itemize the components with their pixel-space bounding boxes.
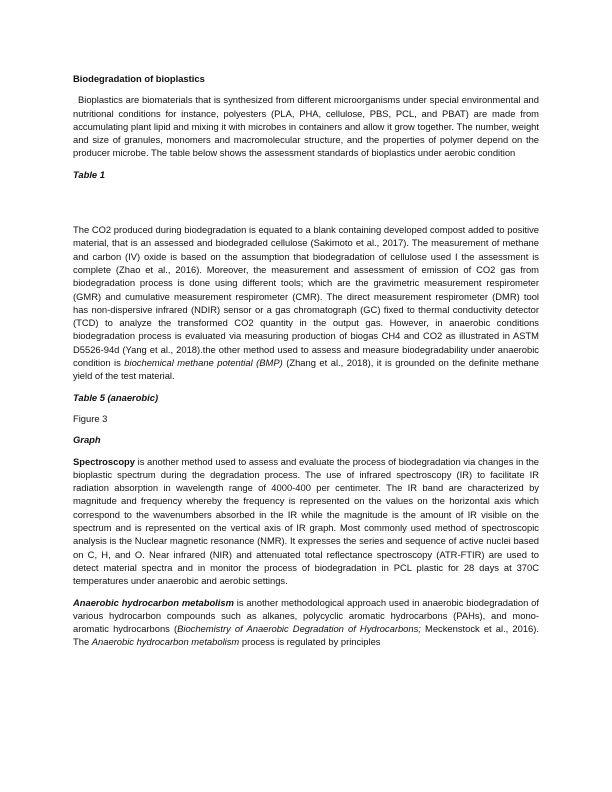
citation-title: Biochemistry of Anaerobic Degradation of Hydrocarbons; — [177, 623, 421, 635]
page-content — [73, 72, 539, 657]
paragraph-co2-end: (Zhang et al., 2018), it is grounded on the definite methane yield of the test material. — [73, 357, 539, 382]
paragraph-anaerobic-text-a: is another methodological approach used in anaerobic biodegradation of various hydrocarbon compounds such as alkanes, polycyclic aromatic hydrocarbons (PAHs), and mono-aromatic hydrocarbons ( — [73, 596, 539, 635]
table-1-placeholder — [73, 189, 539, 223]
paragraph-anaerobic — [73, 596, 539, 649]
graph-label: Graph — [73, 434, 101, 446]
paragraph-spectroscopy — [73, 455, 539, 588]
table-5-label: Table 5 (anaerobic) — [73, 391, 159, 403]
anaerobic-term: Anaerobic hydrocarbon metabolism — [73, 596, 234, 608]
figure-3-label: Figure 3 — [73, 412, 108, 424]
paragraph-anaerobic-text-b: Meckenstock et al., 2016). The — [73, 623, 539, 648]
paragraph-intro: Bioplastics are biomaterials that is synthesized from different microorganisms under special environmental and nutritional conditions for instance, polyesters (PLA, PHA, cellulose, PBS, PCL, and PBAT) are made from accumulating plant lipid and mixing it with microbes in containers and allow it grow together. The number, weight and size of granules, monomers and macromolecular structure, and the properties of polymer depend on the producer microbe. The table below shows the assessment standards of bioplastics under aerobic condition — [73, 94, 539, 159]
paragraph-spectroscopy-text: is another method used to assess and evaluate the process of biodegradation via changes in the bioplastic spectrum during the degradation process. The use of infrared spectroscopy (IR) to facilitate IR radiation absorption in wavelength range of 4000-400 per centimeter. The IR band are characterized by magnitude and frequency whereby the frequency is represented on the values on the horizontal axis which correspond to the wavenumbers absorbed in the IR while the magnitude is the amount of IR visible on the spectrum and is represented on the vertical axis of IR graph. Most commonly used method of spectroscopic analysis is the Nuclear magnetic resonance (NMR). It expresses the series and sequence of active nuclei based on C, H, and O. Near infrared (NIR) and attenuated total reflectance spectroscopy (ATR-FTIR) are used to detect material spectra and in monitor the process of biodegradation in PCL plastic for 28 days at 370C temperatures under anaerobic and aerobic settings. — [73, 455, 539, 587]
paragraph-co2-text: The CO2 produced during biodegradation is equated to a blank containing developed compost added to positive material, that is an assessed and biodegraded cellulose (Sakimoto et al., 2017). The measurement of methane and carbon (IV) oxide is based on the assumption that biodegradation of cellulose used I the assessment is complete (Zhao et al., 2016). Moreover, the measurement and assessment of emission of CO2 gas from biodegradation process is done using different tools; which are the gravimetric measurement respirometer (GMR) and cumulative measurement respirometer (CMR). The direct measurement respirometer (DMR) tool has non-dispersive infrared (NDIR) sensor or a gas chromatograph (GC) fixed to thermal conductivity detector (TCD) to analyze the transformed CO2 quantity in the output gas. However, in anaerobic conditions biodegradation process is evaluated via measuring production of biogas CH4 and CO2 as illustrated in ASTM D5526-94d (Yang et al., 2018).the other method used to assess and measure biodegradability under anaerobic condition is — [73, 224, 539, 369]
spectroscopy-term: Spectroscopy — [73, 455, 135, 467]
bmp-term: biochemical methane potential (BMP) — [124, 357, 283, 369]
table-1-label: Table 1 — [73, 168, 105, 180]
anaerobic-term-italic: Anaerobic hydrocarbon metabolism — [91, 636, 240, 648]
paragraph-anaerobic-text-c: process is regulated by principles — [239, 636, 381, 648]
paragraph-co2 — [73, 223, 539, 383]
section-heading: Biodegradation of bioplastics — [73, 73, 205, 84]
